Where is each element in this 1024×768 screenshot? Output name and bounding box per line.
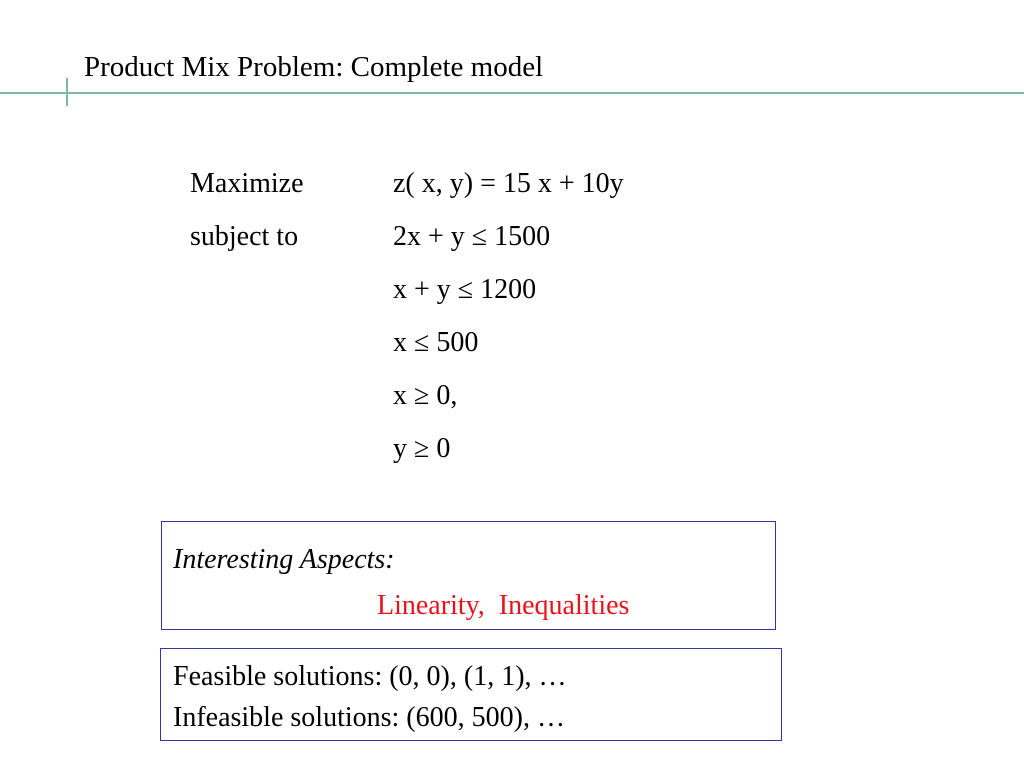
aspects-box: [161, 521, 776, 630]
objective-expression: z( x, y) = 15 x + 10y: [393, 168, 624, 199]
aspects-value: Linearity, Inequalities: [377, 590, 630, 621]
constraint-5: y ≥ 0: [393, 433, 451, 464]
title-rule-tick: [66, 78, 68, 106]
solutions-box: [160, 648, 782, 741]
constraint-1: 2x + y ≤ 1500: [393, 221, 551, 252]
constraint-2: x + y ≤ 1200: [393, 274, 537, 305]
infeasible-solutions: Infeasible solutions: (600, 500), …: [173, 702, 565, 733]
constraint-4: x ≥ 0,: [393, 380, 458, 411]
title-rule: [0, 92, 1024, 94]
objective-label: Maximize: [190, 168, 304, 199]
constraint-3: x ≤ 500: [393, 327, 479, 358]
constraints-label: subject to: [190, 221, 299, 252]
slide-title: Product Mix Problem: Complete model: [84, 51, 544, 83]
feasible-solutions: Feasible solutions: (0, 0), (1, 1), …: [173, 661, 567, 692]
aspects-heading: Interesting Aspects:: [173, 544, 395, 575]
